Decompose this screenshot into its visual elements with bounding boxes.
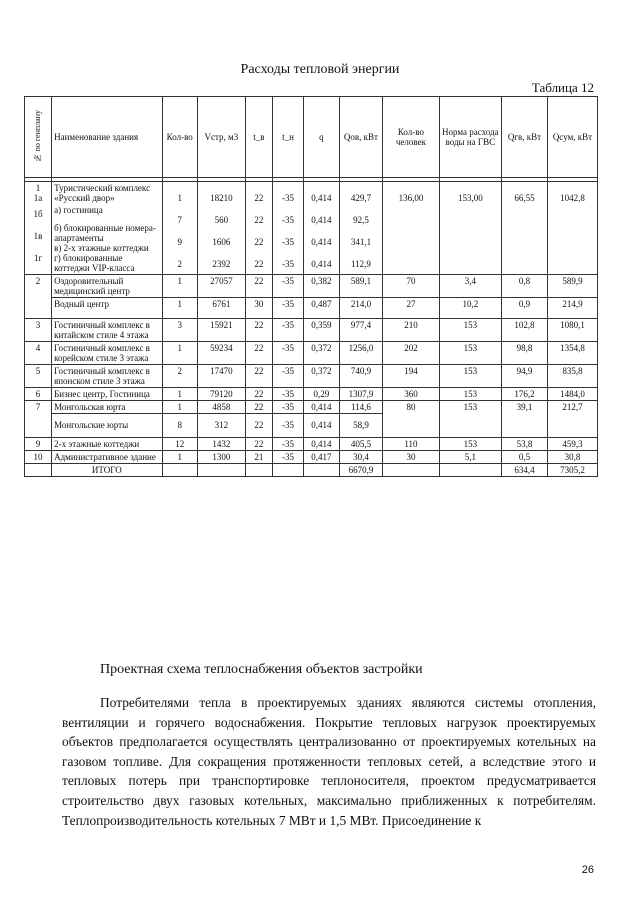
body-paragraph: Потребителями тепла в проектируемых зданиях являются системы отопления, вентиляции и горячего водоснабжения. Покрытие тепловых нагрузок проектируемых объектов предполагается осуществлять централизованно от проектируемых котельных на газовом топливе. Для сокращения протяженности тепловых сетей, а вследствие этого и тепловых потерь при транспортировке теплоносителя, проектом предусматривается строительство двух газовых котельных, максимально приближенных к потребителям. Теплопроизводительность котельных 7 МВт и 1,5 МВт. Присоединение к xyxy=(62,695,596,828)
header-tn: t_н xyxy=(272,97,303,178)
page-number: 26 xyxy=(581,864,594,876)
total-row xyxy=(25,464,598,477)
header-qov: Qов, кВт xyxy=(339,97,383,178)
total-qgv: 634,4 xyxy=(502,464,548,477)
header-tv: t_в xyxy=(245,97,272,178)
table-row: 5 Гостиничный комплекс в японском стиле 3 этажа 2 17470 22 -35 0,372 740,9 194 153 94,9 835,8 xyxy=(25,364,598,387)
header-qty: Кол-во xyxy=(162,97,197,178)
header-q: q xyxy=(304,97,339,178)
table-row: Водный центр 1 6761 30 -35 0,487 214,0 27 10,2 0,9 214,9 xyxy=(25,298,598,319)
row-name: Туристический комплекс «Русский двор» а) гостиница б) блокированные номера-апартаменты в) 2-х этажные коттеджи г) блокированные коттеджи VIP-класса xyxy=(52,182,162,275)
header-qsum: Qсум, кВт xyxy=(547,97,597,178)
header-vol: Vстр, м3 xyxy=(197,97,245,178)
row-tn: -35 -35 -35 -35 xyxy=(272,182,303,275)
table-row: 4 Гостиничный комплекс в корейском стиле 3 этажа 1 59234 22 -35 0,372 1256,0 202 153 98,8 1354,8 xyxy=(25,341,598,364)
total-qov: 6670,9 xyxy=(339,464,383,477)
row-num: 1 1а 1б 1в 1г xyxy=(25,182,52,275)
table-row xyxy=(25,182,598,275)
row-qov: 429,7 92,5 341,1 112,9 xyxy=(339,182,383,275)
header-people: Кол-во человек xyxy=(383,97,439,178)
heat-consumption-table xyxy=(24,96,598,477)
header-norm: Норма расхода воды на ГВС xyxy=(439,97,502,178)
table-label: Таблица 12 xyxy=(531,80,594,95)
row-qgv: 66,55 xyxy=(502,182,548,275)
table-row: Монгольские юрты 8 312 22 -35 0,414 58,9 xyxy=(25,413,598,438)
row-tv: 22 22 22 22 xyxy=(245,182,272,275)
section-title: Проектная схема теплоснабжения объектов застройки xyxy=(100,662,423,677)
row-norm: 153,00 xyxy=(439,182,502,275)
row-qty: 1 7 9 2 xyxy=(162,182,197,275)
header-name: Наименование здания xyxy=(52,97,162,178)
table-row: 10 Административное здание 1 1300 21 -35 0,417 30,4 30 5,1 0,5 30,8 xyxy=(25,451,598,464)
table-row: 2 Оздоровительный медицинский центр 1 27057 22 -35 0,382 589,1 70 3,4 0,8 589,9 xyxy=(25,275,598,298)
table-header-row xyxy=(25,97,598,178)
table-row: 7 Монгольская юрта 1 4858 22 -35 0,414 114,6 80 153 39,1 212,7 xyxy=(25,400,598,413)
total-qsum: 7305,2 xyxy=(547,464,597,477)
header-num: № по генплану xyxy=(25,97,52,178)
total-label: ИТОГО xyxy=(52,464,162,477)
table-row: 6 Бизнес центр, Гостиница 1 79120 22 -35 0,29 1307,9 360 153 176,2 1484,0 xyxy=(25,387,598,400)
document-title: Расходы тепловой энергии xyxy=(240,62,400,77)
header-qgv: Qгв, кВт xyxy=(502,97,548,178)
row-vol: 18210 560 1606 2392 xyxy=(197,182,245,275)
row-qsum: 1042,8 xyxy=(547,182,597,275)
row-q: 0,414 0,414 0,414 0,414 xyxy=(304,182,339,275)
row-people: 136,00 xyxy=(383,182,439,275)
table-row: 9 2-х этажные коттеджи 12 1432 22 -35 0,414 405,5 110 153 53,8 459,3 xyxy=(25,438,598,451)
table-row: 3 Гостиничный комплекс в китайском стиле 4 этажа 3 15921 22 -35 0,359 977,4 210 153 102,8 1080,1 xyxy=(25,318,598,341)
